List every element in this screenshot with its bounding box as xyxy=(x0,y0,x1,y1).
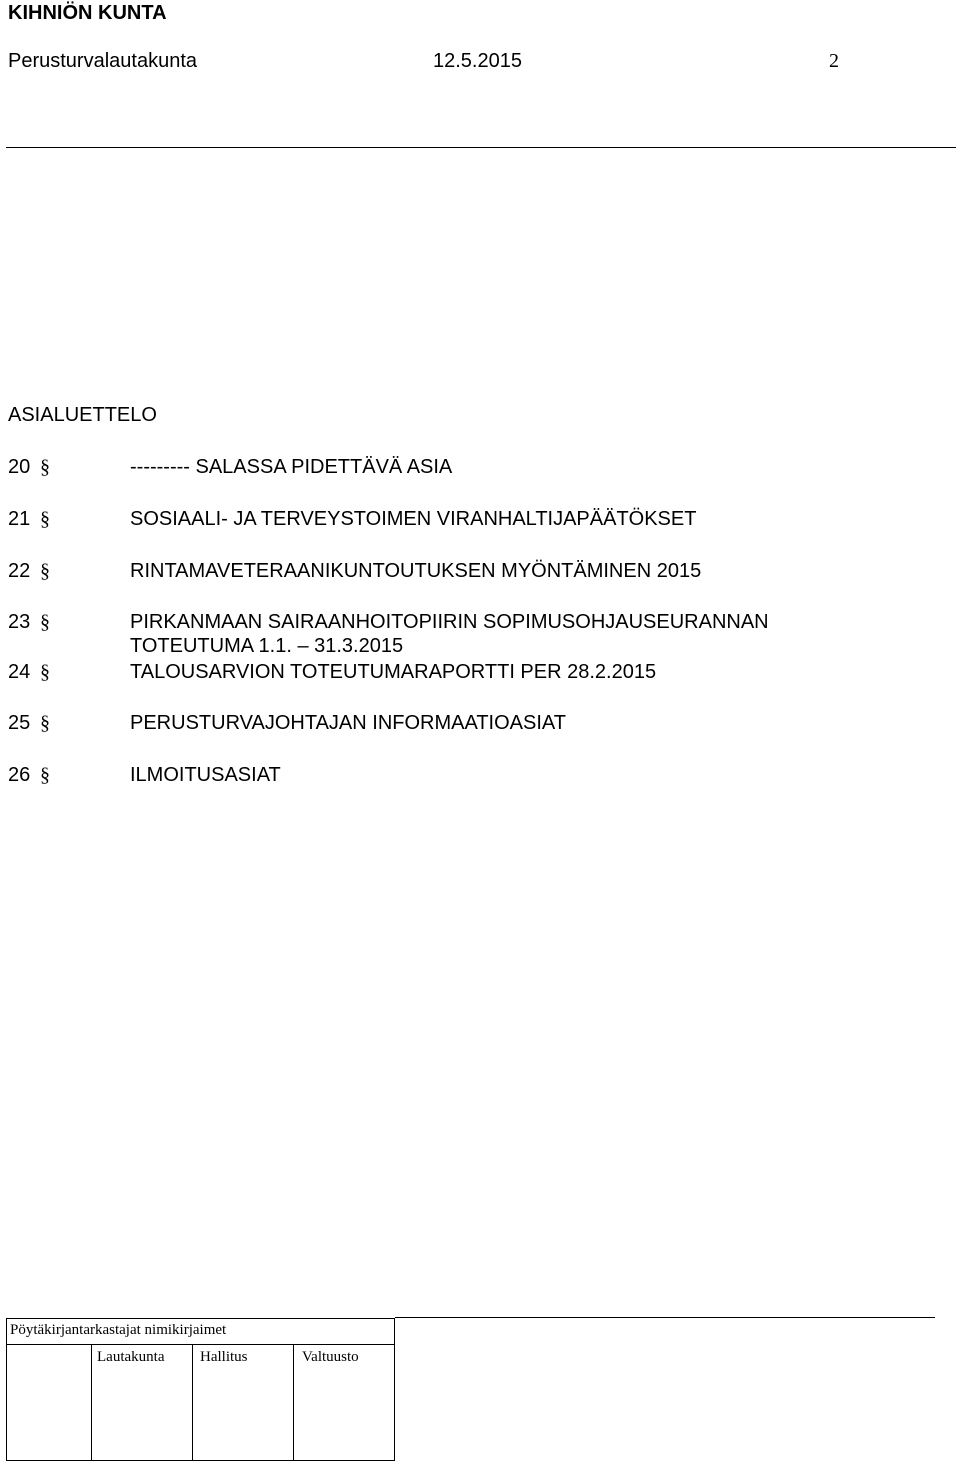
column-divider xyxy=(91,1345,92,1460)
item-title: --------- SALASSA PIDETTÄVÄ ASIA xyxy=(130,456,453,478)
column-divider xyxy=(192,1345,193,1460)
section-sign: § xyxy=(40,764,50,786)
item-number: 22 xyxy=(8,560,31,582)
item-title: PIRKANMAAN SAIRAANHOITOPIIRIN SOPIMUSOHJAUSEURANNAN xyxy=(130,611,769,633)
item-number: 26 xyxy=(8,764,31,786)
section-sign: § xyxy=(40,712,50,734)
item-title: TALOUSARVION TOTEUTUMARAPORTTI PER 28.2.2015 xyxy=(130,661,657,683)
section-sign: § xyxy=(40,560,50,582)
item-number: 23 xyxy=(8,611,31,633)
item-title: ILMOITUSASIAT xyxy=(130,764,281,786)
signatures-heading: Pöytäkirjantarkastajat nimikirjaimet xyxy=(7,1319,394,1345)
item-number: 24 xyxy=(8,661,31,683)
item-title: SOSIAALI- JA TERVEYSTOIMEN VIRANHALTIJAPÄÄTÖKSET xyxy=(130,508,697,530)
section-sign: § xyxy=(40,611,50,633)
column-divider xyxy=(293,1345,294,1460)
section-sign: § xyxy=(40,661,50,683)
item-title-continued: TOTEUTUMA 1.1. – 31.3.2015 xyxy=(130,635,404,657)
item-number: 20 xyxy=(8,456,31,478)
signature-box xyxy=(6,1318,395,1461)
signature-column-hallitus: Hallitus xyxy=(200,1349,248,1365)
signature-column-valtuusto: Valtuusto xyxy=(302,1349,359,1365)
organization-name: KIHNIÖN KUNTA xyxy=(8,2,167,24)
header-divider xyxy=(6,147,956,148)
signature-column-lautakunta: Lautakunta xyxy=(97,1349,165,1365)
agenda-title: ASIALUETTELO xyxy=(8,404,157,426)
item-number: 25 xyxy=(8,712,31,734)
section-sign: § xyxy=(40,456,50,478)
item-number: 21 xyxy=(8,508,31,530)
section-sign: § xyxy=(40,508,50,530)
meeting-date: 12.5.2015 xyxy=(433,50,522,72)
page-number: 2 xyxy=(829,50,839,72)
footer-divider xyxy=(395,1317,935,1318)
item-title: RINTAMAVETERAANIKUNTOUTUKSEN MYÖNTÄMINEN 2015 xyxy=(130,560,702,582)
board-name: Perusturvalautakunta xyxy=(8,50,198,72)
item-title: PERUSTURVAJOHTAJAN INFORMAATIOASIAT xyxy=(130,712,566,734)
